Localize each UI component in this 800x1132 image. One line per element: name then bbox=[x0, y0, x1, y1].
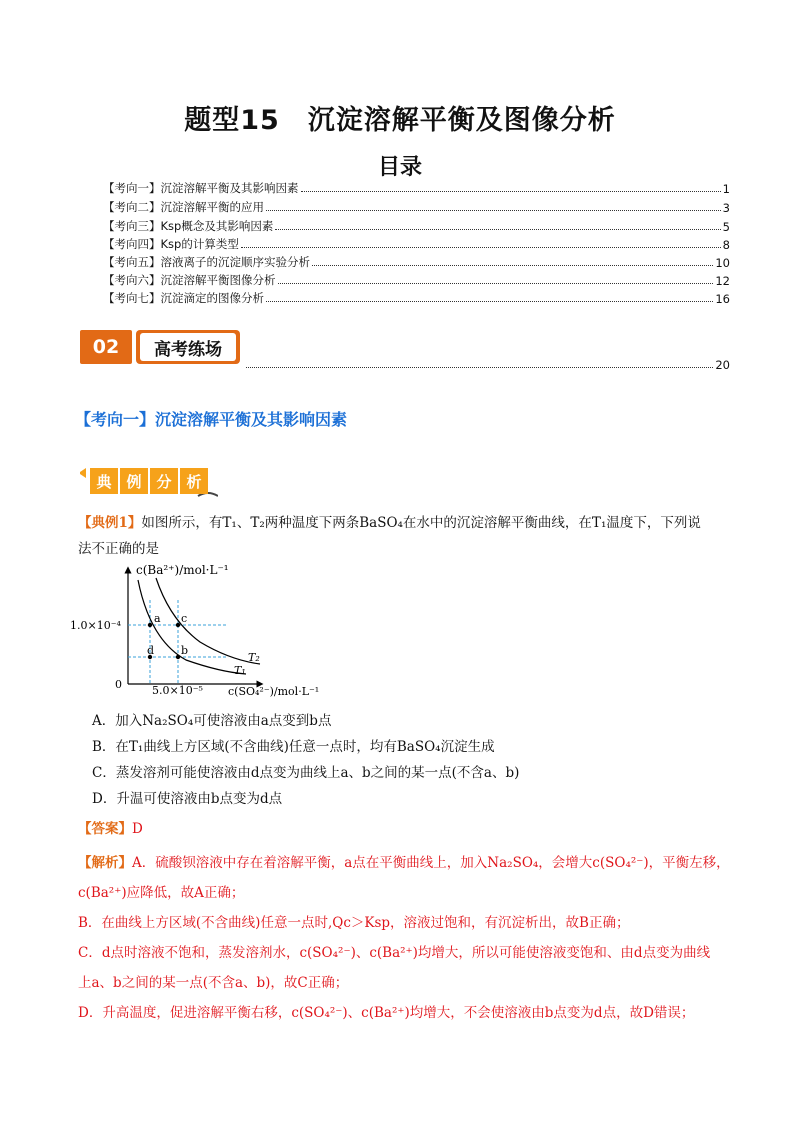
toc-leader bbox=[241, 247, 721, 248]
toc-leader bbox=[246, 367, 713, 368]
toc-item-page: 12 bbox=[715, 274, 730, 288]
point-label: d bbox=[147, 644, 155, 657]
curve-label-t1: T₁ bbox=[234, 664, 246, 677]
analysis-line: D．升高温度，促进溶解平衡右移，c(SO₄²⁻)、c(Ba²⁺)均增大，不会使溶液由b点变为d点，故D错误； bbox=[78, 1005, 695, 1021]
tag-char: 典 bbox=[90, 468, 118, 494]
toc-item-label: 【考向一】沉淀溶解平衡及其影响因素 bbox=[103, 181, 299, 195]
toc-heading: 目录 bbox=[377, 155, 422, 180]
toc-item-label: 【考向七】沉淀滴定的图像分析 bbox=[103, 291, 264, 305]
badge-label-frame bbox=[136, 330, 240, 364]
options-list bbox=[92, 708, 732, 812]
answer-line bbox=[78, 816, 143, 842]
analysis-tag: 【解析】 bbox=[78, 855, 132, 871]
toc-leader bbox=[301, 191, 721, 192]
toc-item[interactable] bbox=[103, 270, 730, 288]
answer-value: D bbox=[132, 821, 143, 837]
curve-t1 bbox=[138, 580, 246, 674]
toc-leader bbox=[312, 265, 713, 266]
point-b bbox=[176, 655, 180, 659]
analysis-line: 上a、b之间的某一点(不含a、b)，故C正确； bbox=[78, 975, 349, 991]
toc-item-page: 3 bbox=[722, 201, 730, 215]
solubility-graph bbox=[70, 560, 330, 700]
section-heading: 【考向一】沉淀溶解平衡及其影响因素 bbox=[75, 410, 348, 429]
point-c bbox=[176, 623, 180, 627]
toc-leader bbox=[275, 229, 720, 230]
analysis-line: A．硫酸钡溶液中存在着溶解平衡，a点在平衡曲线上，加入Na₂SO₄，会增大c(SO₄²⁻)，平衡左移， bbox=[132, 855, 730, 871]
curve-label-t2: T₂ bbox=[248, 651, 260, 664]
stem-line: 如图所示，有T₁、T₂两种温度下两条BaSO₄在水中的沉淀溶解平衡曲线，在T₁温度下，下列说 bbox=[141, 515, 701, 531]
option-b[interactable]: B．在T₁曲线上方区域(不含曲线)任意一点时，均有BaSO₄沉淀生成 bbox=[92, 739, 495, 755]
toc-item-label: 【考向三】Ksp概念及其影响因素 bbox=[103, 219, 274, 233]
toc-item[interactable] bbox=[103, 178, 730, 196]
toc-item-label: 【考向二】沉淀溶解平衡的应用 bbox=[103, 200, 264, 214]
toc-item-page: 8 bbox=[722, 238, 730, 252]
toc-item[interactable] bbox=[103, 234, 730, 252]
analysis-block bbox=[78, 848, 733, 1028]
option-c[interactable]: C．蒸发溶剂可能使溶液由d点变为曲线上a、b之间的某一点(不含a、b) bbox=[92, 765, 520, 781]
option-d[interactable]: D．升温可使溶液由b点变为d点 bbox=[92, 791, 283, 807]
y-axis-label: c(Ba²⁺)/mol·L⁻¹ bbox=[136, 563, 229, 577]
typical-example-banner bbox=[78, 462, 218, 500]
toc-leader bbox=[266, 210, 721, 211]
toc-leader bbox=[266, 301, 713, 302]
toc-item[interactable] bbox=[103, 197, 730, 215]
point-label: a bbox=[154, 612, 161, 625]
toc-item-label: 【考向四】Ksp的计算类型 bbox=[103, 237, 239, 251]
toc-item[interactable] bbox=[244, 354, 730, 372]
point-label: c bbox=[181, 612, 188, 625]
curve-t2 bbox=[156, 578, 260, 664]
toc-item-page: 10 bbox=[715, 256, 730, 270]
point-label: b bbox=[181, 644, 189, 657]
option-a[interactable]: A．加入Na₂SO₄可使溶液由a点变到b点 bbox=[92, 713, 332, 729]
point-a bbox=[148, 623, 152, 627]
typical-example-tag bbox=[90, 468, 208, 494]
toc-item-label: 【考向六】沉淀溶解平衡图像分析 bbox=[103, 273, 276, 287]
exam-practice-badge[interactable] bbox=[78, 322, 242, 368]
x-tick-label: 5.0×10⁻⁵ bbox=[152, 684, 203, 697]
y-tick-label: 1.0×10⁻⁴ bbox=[70, 619, 121, 632]
toc-leader bbox=[278, 283, 714, 284]
example-tag: 【典例1】 bbox=[78, 515, 142, 531]
toc-item[interactable] bbox=[103, 216, 730, 234]
analysis-line: B．在曲线上方区域(不含曲线)任意一点时,Qc＞Ksp，溶液过饱和，有沉淀析出，故B正确； bbox=[78, 915, 630, 931]
badge-label: 高考练场 bbox=[140, 333, 236, 361]
analysis-line: c(Ba²⁺)应降低，故A正确； bbox=[78, 885, 245, 901]
origin-label: 0 bbox=[115, 678, 122, 691]
toc-item[interactable] bbox=[103, 252, 730, 270]
toc-item[interactable] bbox=[103, 288, 730, 306]
page-title: 题型15 沉淀溶解平衡及图像分析 bbox=[184, 105, 616, 136]
answer-tag: 【答案】 bbox=[78, 821, 132, 837]
toc-item-page: 20 bbox=[715, 358, 730, 372]
toc-item-page: 16 bbox=[715, 292, 730, 306]
tag-char: 析 bbox=[180, 468, 208, 494]
question-stem bbox=[78, 510, 728, 562]
toc-item-page: 1 bbox=[722, 182, 730, 196]
toc-item-label: 【考向五】溶液离子的沉淀顺序实验分析 bbox=[103, 255, 310, 269]
tag-char: 例 bbox=[120, 468, 148, 494]
badge-number: 02 bbox=[80, 330, 132, 364]
stem-line: 法不正确的是 bbox=[78, 541, 159, 557]
analysis-line: C．d点时溶液不饱和，蒸发溶剂水，c(SO₄²⁻)、c(Ba²⁺)均增大，所以可能使溶液变饱和、由d点变为曲线 bbox=[78, 945, 711, 961]
x-axis-label: c(SO₄²⁻)/mol·L⁻¹ bbox=[228, 685, 320, 698]
tag-char: 分 bbox=[150, 468, 178, 494]
toc-item-page: 5 bbox=[722, 220, 730, 234]
